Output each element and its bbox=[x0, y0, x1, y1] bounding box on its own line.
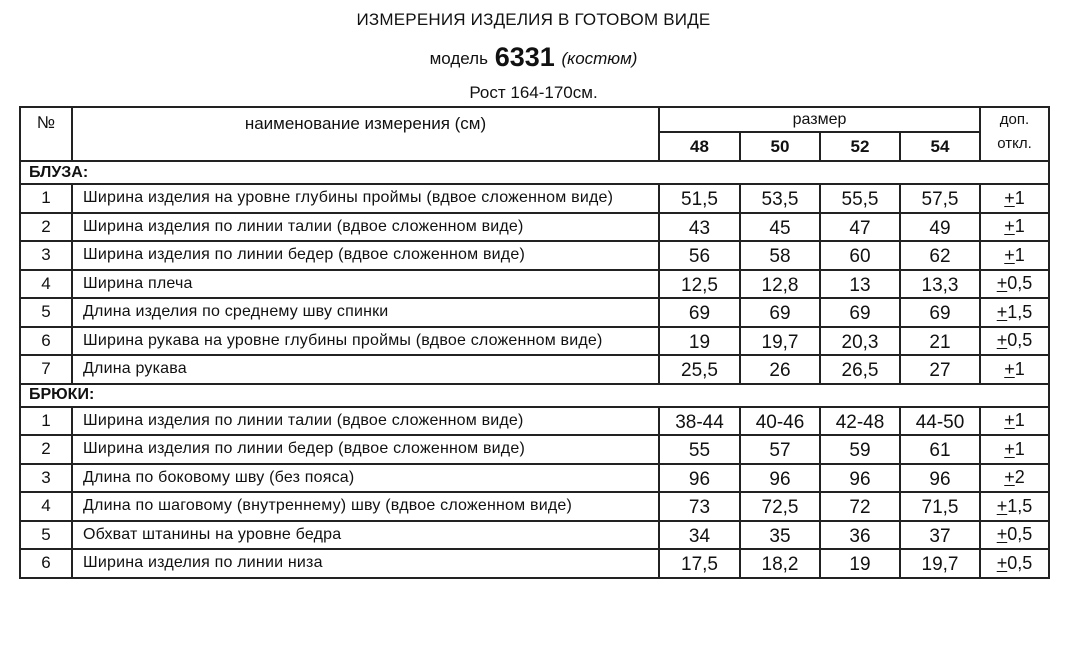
size-value: 57 bbox=[740, 435, 820, 464]
header-tolerance bbox=[980, 107, 1049, 161]
size-value: 55 bbox=[659, 435, 740, 464]
measurement-name: Ширина изделия по линии талии (вдвое сложенном виде) bbox=[72, 213, 659, 242]
size-value: 69 bbox=[659, 298, 740, 327]
size-value: 42-48 bbox=[820, 407, 900, 436]
table-row bbox=[20, 521, 1049, 550]
size-header: 52 bbox=[820, 132, 900, 161]
size-value: 12,8 bbox=[740, 270, 820, 299]
tolerance-value bbox=[980, 407, 1049, 436]
table-row bbox=[20, 407, 1049, 436]
size-value: 57,5 bbox=[900, 184, 980, 213]
section-row bbox=[20, 384, 1049, 407]
header-row bbox=[20, 107, 1049, 132]
tolerance-sign: + bbox=[1004, 187, 1015, 208]
size-value: 19 bbox=[820, 549, 900, 578]
size-header: 48 bbox=[659, 132, 740, 161]
size-value: 35 bbox=[740, 521, 820, 550]
size-value: 17,5 bbox=[659, 549, 740, 578]
measurement-name: Ширина изделия по линии бедер (вдвое сложенном виде) bbox=[72, 435, 659, 464]
row-number: 6 bbox=[20, 549, 72, 578]
measurements-table bbox=[19, 106, 1050, 579]
row-number: 3 bbox=[20, 241, 72, 270]
table-row bbox=[20, 270, 1049, 299]
row-number: 5 bbox=[20, 298, 72, 327]
size-value: 96 bbox=[659, 464, 740, 493]
tolerance-value bbox=[980, 298, 1049, 327]
table-row bbox=[20, 241, 1049, 270]
row-number: 5 bbox=[20, 521, 72, 550]
size-value: 47 bbox=[820, 213, 900, 242]
tolerance-value bbox=[980, 184, 1049, 213]
size-value: 27 bbox=[900, 355, 980, 384]
size-value: 71,5 bbox=[900, 492, 980, 521]
measurement-name: Ширина изделия по линии низа bbox=[72, 549, 659, 578]
row-number: 2 bbox=[20, 213, 72, 242]
size-value: 49 bbox=[900, 213, 980, 242]
tolerance-sign: + bbox=[996, 330, 1008, 351]
tolerance-amount: 0,5 bbox=[1007, 330, 1033, 351]
tolerance-sign: + bbox=[996, 495, 1008, 516]
size-value: 20,3 bbox=[820, 327, 900, 356]
table-row bbox=[20, 327, 1049, 356]
tolerance-amount: 0,5 bbox=[1007, 524, 1033, 545]
size-value: 51,5 bbox=[659, 184, 740, 213]
row-number: 1 bbox=[20, 407, 72, 436]
tolerance-amount: 1 bbox=[1014, 244, 1025, 265]
table-row bbox=[20, 184, 1049, 213]
size-value: 69 bbox=[820, 298, 900, 327]
size-value: 55,5 bbox=[820, 184, 900, 213]
size-value: 61 bbox=[900, 435, 980, 464]
size-header: 54 bbox=[900, 132, 980, 161]
tolerance-value bbox=[980, 270, 1049, 299]
tolerance-amount: 0,5 bbox=[1007, 552, 1033, 573]
tolerance-sign: + bbox=[996, 273, 1008, 294]
row-number: 4 bbox=[20, 270, 72, 299]
measurement-name: Ширина изделия на уровне глубины проймы (вдвое сложенном виде) bbox=[72, 184, 659, 213]
table-row bbox=[20, 464, 1049, 493]
size-value: 72,5 bbox=[740, 492, 820, 521]
tolerance-value bbox=[980, 435, 1049, 464]
header-size: размер bbox=[659, 107, 980, 132]
tolerance-value bbox=[980, 327, 1049, 356]
measurement-name: Длина изделия по среднему шву спинки bbox=[72, 298, 659, 327]
size-value: 19,7 bbox=[900, 549, 980, 578]
size-value: 56 bbox=[659, 241, 740, 270]
table-row bbox=[20, 435, 1049, 464]
tolerance-amount: 1 bbox=[1014, 410, 1025, 431]
tolerance-sign: + bbox=[1004, 244, 1015, 265]
size-value: 40-46 bbox=[740, 407, 820, 436]
measurement-name: Обхват штанины на уровне бедра bbox=[72, 521, 659, 550]
tolerance-value bbox=[980, 464, 1049, 493]
measurement-name: Ширина изделия по линии талии (вдвое сложенном виде) bbox=[72, 407, 659, 436]
tolerance-value bbox=[980, 492, 1049, 521]
size-value: 25,5 bbox=[659, 355, 740, 384]
size-value: 26 bbox=[740, 355, 820, 384]
size-value: 45 bbox=[740, 213, 820, 242]
header-measurement-name: наименование измерения (см) bbox=[72, 107, 659, 161]
size-value: 13,3 bbox=[900, 270, 980, 299]
section-row bbox=[20, 161, 1049, 184]
size-value: 12,5 bbox=[659, 270, 740, 299]
tolerance-amount: 1 bbox=[1014, 438, 1025, 459]
row-number: 3 bbox=[20, 464, 72, 493]
size-value: 44-50 bbox=[900, 407, 980, 436]
tolerance-value bbox=[980, 241, 1049, 270]
measurement-name: Ширина плеча bbox=[72, 270, 659, 299]
size-value: 69 bbox=[900, 298, 980, 327]
size-value: 36 bbox=[820, 521, 900, 550]
table-row bbox=[20, 549, 1049, 578]
measurement-name: Длина по боковому шву (без пояса) bbox=[72, 464, 659, 493]
tolerance-amount: 0,5 bbox=[1007, 273, 1033, 294]
size-value: 72 bbox=[820, 492, 900, 521]
tolerance-value bbox=[980, 521, 1049, 550]
row-number: 7 bbox=[20, 355, 72, 384]
size-value: 73 bbox=[659, 492, 740, 521]
header-tolerance-line1: доп. bbox=[999, 111, 1030, 128]
row-number: 2 bbox=[20, 435, 72, 464]
size-value: 13 bbox=[820, 270, 900, 299]
section-title: БЛУЗА: bbox=[20, 161, 1049, 184]
size-header: 50 bbox=[740, 132, 820, 161]
table-row bbox=[20, 492, 1049, 521]
model-prefix: модель bbox=[429, 49, 488, 68]
tolerance-value bbox=[980, 355, 1049, 384]
measurement-name: Ширина рукава на уровне глубины проймы (вдвое сложенном виде) bbox=[72, 327, 659, 356]
tolerance-sign: + bbox=[1004, 410, 1015, 431]
measurement-name: Ширина изделия по линии бедер (вдвое сложенном виде) bbox=[72, 241, 659, 270]
tolerance-amount: 1,5 bbox=[1007, 301, 1033, 322]
row-number: 1 bbox=[20, 184, 72, 213]
size-value: 19,7 bbox=[740, 327, 820, 356]
size-value: 43 bbox=[659, 213, 740, 242]
table-row bbox=[20, 355, 1049, 384]
height-note: Рост 164-170см. bbox=[469, 83, 598, 102]
size-value: 34 bbox=[659, 521, 740, 550]
size-value: 58 bbox=[740, 241, 820, 270]
size-value: 96 bbox=[820, 464, 900, 493]
document-title: ИЗМЕРЕНИЯ ИЗДЕЛИЯ В ГОТОВОМ ВИДЕ bbox=[356, 10, 711, 29]
size-value: 21 bbox=[900, 327, 980, 356]
tolerance-value bbox=[980, 213, 1049, 242]
tolerance-amount: 1 bbox=[1014, 358, 1025, 379]
tolerance-sign: + bbox=[1004, 438, 1015, 459]
tolerance-sign: + bbox=[1004, 216, 1015, 237]
size-value: 62 bbox=[900, 241, 980, 270]
tolerance-sign: + bbox=[996, 552, 1008, 573]
tolerance-amount: 1 bbox=[1014, 187, 1025, 208]
model-number: 6331 bbox=[494, 42, 555, 72]
header-tolerance-line2: откл. bbox=[997, 135, 1032, 152]
tolerance-sign: + bbox=[996, 524, 1008, 545]
header-no: № bbox=[20, 107, 72, 161]
tolerance-amount: 1,5 bbox=[1007, 495, 1033, 516]
section-title: БРЮКИ: bbox=[20, 384, 1049, 407]
model-line bbox=[0, 42, 1067, 73]
tolerance-sign: + bbox=[996, 301, 1008, 322]
tolerance-value bbox=[980, 549, 1049, 578]
tolerance-sign: + bbox=[1004, 358, 1015, 379]
tolerance-amount: 2 bbox=[1014, 467, 1025, 488]
size-value: 18,2 bbox=[740, 549, 820, 578]
measurement-name: Длина по шаговому (внутреннему) шву (вдвое сложенном виде) bbox=[72, 492, 659, 521]
size-value: 69 bbox=[740, 298, 820, 327]
size-value: 59 bbox=[820, 435, 900, 464]
size-value: 96 bbox=[740, 464, 820, 493]
table-row bbox=[20, 298, 1049, 327]
row-number: 4 bbox=[20, 492, 72, 521]
size-value: 96 bbox=[900, 464, 980, 493]
size-value: 26,5 bbox=[820, 355, 900, 384]
size-value: 53,5 bbox=[740, 184, 820, 213]
size-value: 37 bbox=[900, 521, 980, 550]
size-value: 38-44 bbox=[659, 407, 740, 436]
tolerance-amount: 1 bbox=[1014, 216, 1025, 237]
model-kind: (костюм) bbox=[561, 49, 638, 68]
size-value: 60 bbox=[820, 241, 900, 270]
table-row bbox=[20, 213, 1049, 242]
row-number: 6 bbox=[20, 327, 72, 356]
size-value: 19 bbox=[659, 327, 740, 356]
tolerance-sign: + bbox=[1004, 467, 1015, 488]
measurement-name: Длина рукава bbox=[72, 355, 659, 384]
